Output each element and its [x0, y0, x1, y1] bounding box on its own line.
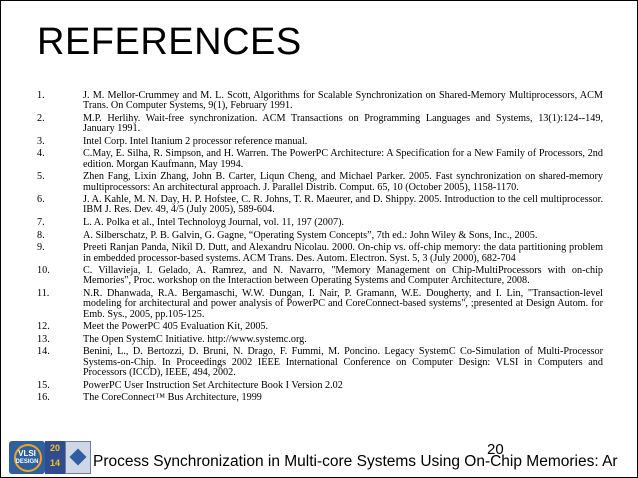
reference-text: Meet the PowerPC 405 Evaluation Kit, 2005.	[83, 321, 269, 333]
logo-year-bottom: 14	[49, 458, 60, 468]
reference-text: L. A. Polka et al., Intel Technoloyg Journal, vol. 11, 197 (2007).	[83, 217, 345, 229]
reference-item	[37, 393, 603, 403]
reference-text: PowerPC User Instruction Set Architecture Book I Version 2.02	[83, 379, 343, 391]
reference-number: 14.	[37, 346, 50, 358]
footer-title: Process Synchronization in Multi-core Systems Using On-Chip Memories: Ar	[93, 453, 618, 470]
reference-item	[37, 289, 603, 320]
reference-item	[37, 114, 603, 135]
logo-text-bottom: DESIGN	[15, 459, 39, 465]
ieee-diamond-icon	[70, 449, 87, 466]
reference-number: 1.	[37, 90, 45, 101]
ieee-logo	[65, 441, 91, 474]
reference-text: The CoreConnect™ Bus Architecture, 1999	[83, 392, 262, 404]
reference-number: 5.	[37, 171, 45, 183]
reference-item	[37, 335, 603, 345]
reference-item	[37, 91, 603, 112]
reference-text: A. Silberschatz, P. B. Galvin, G. Gagne, “Operating System Concepts”, 7th ed.: John Wiley & Sons, Inc., 2005.	[83, 229, 538, 241]
reference-text: C. Villavieja, I. Gelado, A. Ramrez, and N. Navarro, "Memory Management on Chip-MultiProcessors with on-chip Memories", Proc. workshop on the Interaction between Operating Systems and Computer Architecture, 2008.	[83, 265, 603, 287]
reference-number: 8.	[37, 229, 45, 241]
reference-text: Zhen Fang, Lixin Zhang, John B. Carter, Liqun Cheng, and Michael Parker. 2005. Fast synchronization on shared-memory multiprocessors: An architectural approach. J. Parallel Distrib. Comput. 65, 10 (October 2005), 1158-1170.	[83, 171, 603, 193]
reference-number: 13.	[37, 333, 50, 345]
reference-number: 12.	[37, 321, 50, 333]
reference-text: The Open SystemC Initiative. http://www.systemc.org.	[83, 333, 307, 345]
reference-item	[37, 322, 603, 332]
reference-number: 6.	[37, 194, 45, 206]
slide-title: REFERENCES	[37, 21, 302, 63]
reference-text: Preeti Ranjan Panda, Nikil D. Dutt, and Alexandru Nicolau. 2000. On-chip vs. off-chip memory: the data partitioning problem in embedded processor-based systems. ACM Trans. Des. Autom. Electron. Syst. 5, 3 (July 2000), 682-704	[83, 242, 603, 264]
reference-number: 11.	[37, 288, 50, 300]
reference-number: 7.	[37, 217, 45, 229]
reference-number: 9.	[37, 242, 45, 254]
reference-item	[37, 243, 603, 264]
reference-number: 15.	[37, 379, 50, 391]
reference-number: 10.	[37, 265, 50, 277]
page-number: 20	[487, 441, 504, 458]
reference-item	[37, 381, 603, 391]
vlsi-design-logo	[9, 441, 45, 474]
reference-item	[37, 266, 603, 287]
logo-text-top: VLSI	[18, 449, 36, 458]
reference-number: 3.	[37, 135, 45, 147]
reference-item	[37, 195, 603, 216]
reference-text: Benini, L., D. Bertozzi, D. Bruni, N. Drago, F. Fummi, M. Poncino. Legacy SystemC Co-Simulation of Multi-Processor Systems-on-Chip. In Proceedings 2002 IEEE International Conference on Computer Design: VLSI in Computers and Processors (ICCD), IEEE, 494, 2002.	[83, 346, 603, 378]
reference-item	[37, 172, 603, 193]
reference-item	[37, 218, 603, 228]
reference-number: 16.	[37, 392, 50, 404]
reference-text: M.P. Herlihy. Wait-free synchronization. ACM Transactions on Programming Languages and Systems, 13(1):124--149, January 1991.	[83, 112, 603, 135]
reference-text: J. A. Kahle, M. N. Day, H. P. Hofstee, C. R. Johns, T. R. Maeurer, and D. Shippy. 2005. Introduction to the cell multiprocessor. IBM J. Res. Dev. 49, 4/5 (July 2005), 589-604.	[83, 194, 603, 216]
reference-text: Intel Corp. Intel Itanium 2 processor reference manual.	[83, 135, 308, 147]
reference-item	[37, 231, 603, 241]
references-list	[37, 91, 603, 406]
reference-item	[37, 137, 603, 147]
logo-year-top: 20	[49, 443, 60, 453]
logo-year	[45, 441, 65, 474]
reference-text: C.May, E. Silha, R. Simpson, and H. Warren. The PowerPC Architecture: A Specification for a New Family of Processors, 2nd edition. Morgan Kaufmann, May 1994.	[83, 148, 603, 170]
reference-number: 2.	[37, 112, 45, 124]
reference-number: 4.	[37, 148, 45, 160]
reference-text: J. M. Mellor-Crummey and M. L. Scott, Algorithms for Scalable Synchronization on Shared-Memory Multiprocessors, ACM Trans. On Computer Systems, 9(1), February 1991.	[83, 90, 603, 112]
footer	[1, 441, 637, 477]
reference-item	[37, 347, 603, 378]
reference-item	[37, 149, 603, 170]
reference-text: N.R. Dhanwada, R.A. Bergamaschi, W.W. Dungan, I. Nair, P. Gramann, W.E. Dougherty, and I. Lin, "Transaction-level modeling for architectural and power analysis of PowerPC and CoreConnect-based systems", ;presented at Design Autom. for Emb. Sys., 2005, pp.105-125.	[83, 288, 603, 320]
